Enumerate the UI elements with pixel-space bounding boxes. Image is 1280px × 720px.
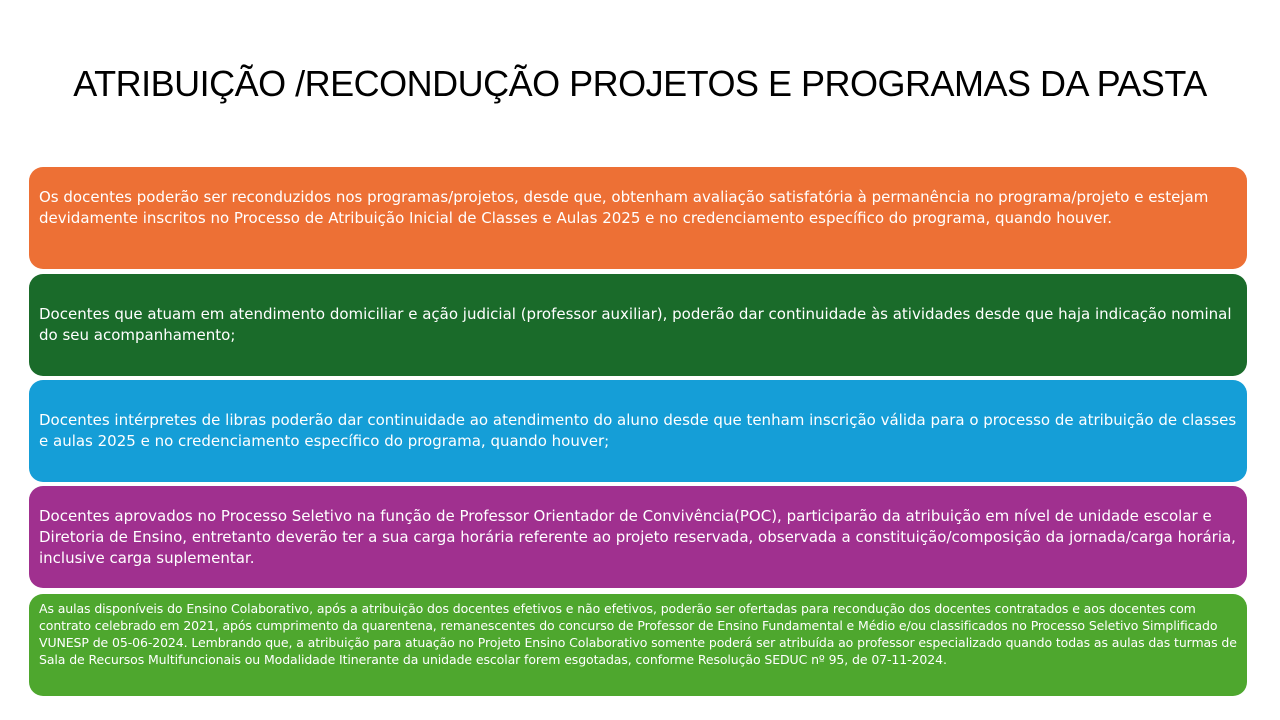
info-box-text: Os docentes poderão ser reconduzidos nos programas/projetos, desde que, obtenham avaliação satisfatória à permanência no programa/projeto e estejam devidamente inscritos no Processo de Atribuição Inicial de Classes e Aulas 2025 e no credenciamento específico do programa, quando houver. [39, 188, 1209, 227]
info-box-interpretes-libras [29, 380, 1247, 482]
info-box-text: Docentes aprovados no Processo Seletivo na função de Professor Orientador de Convivência(POC), participarão da atribuição em nível de unidade escolar e Diretoria de Ensino, entretanto deverão ter a sua carga horária referente ao projeto reservada, observada a constituição/composição da jornada/carga horária, inclusive carga suplementar. [39, 506, 1236, 567]
info-box-poc [29, 486, 1247, 588]
info-box-text: As aulas disponíveis do Ensino Colaborativo, após a atribuição dos docentes efetivos e não efetivos, poderão ser ofertadas para recondução dos docentes contratados e aos docentes com contrato celebrado em 2021, após cumprimento da quarentena, remanescentes do concurso de Professor de Ensino Fundamental e Médio e/ou classificados no Processo Seletivo Simplificado VUNESP de 05-06-2024. Lembrando que, a atribuição para atuação no Projeto Ensino Colaborativo somente poderá ser atribuída ao professor especializado quando todas as aulas das turmas de Sala de Recursos Multifuncionais ou Modalidade Itinerante da unidade escolar forem esgotadas, conforme Resolução SEDUC nº 95, de 07-11-2024. [39, 601, 1237, 667]
info-box-ensino-colaborativo [29, 594, 1247, 696]
info-box-recondução [29, 167, 1247, 269]
slide-title: ATRIBUIÇÃO /RECONDUÇÃO PROJETOS E PROGRAMAS DA PASTA [73, 63, 1207, 104]
info-box-atendimento-domiciliar [29, 274, 1247, 376]
info-box-text: Docentes que atuam em atendimento domiciliar e ação judicial (professor auxiliar), poderão dar continuidade às atividades desde que haja indicação nominal do seu acompanhamento; [39, 305, 1232, 344]
info-box-text: Docentes intérpretes de libras poderão dar continuidade ao atendimento do aluno desde que tenham inscrição válida para o processo de atribuição de classes e aulas 2025 e no credenciamento específico do programa, quando houver; [39, 411, 1237, 450]
